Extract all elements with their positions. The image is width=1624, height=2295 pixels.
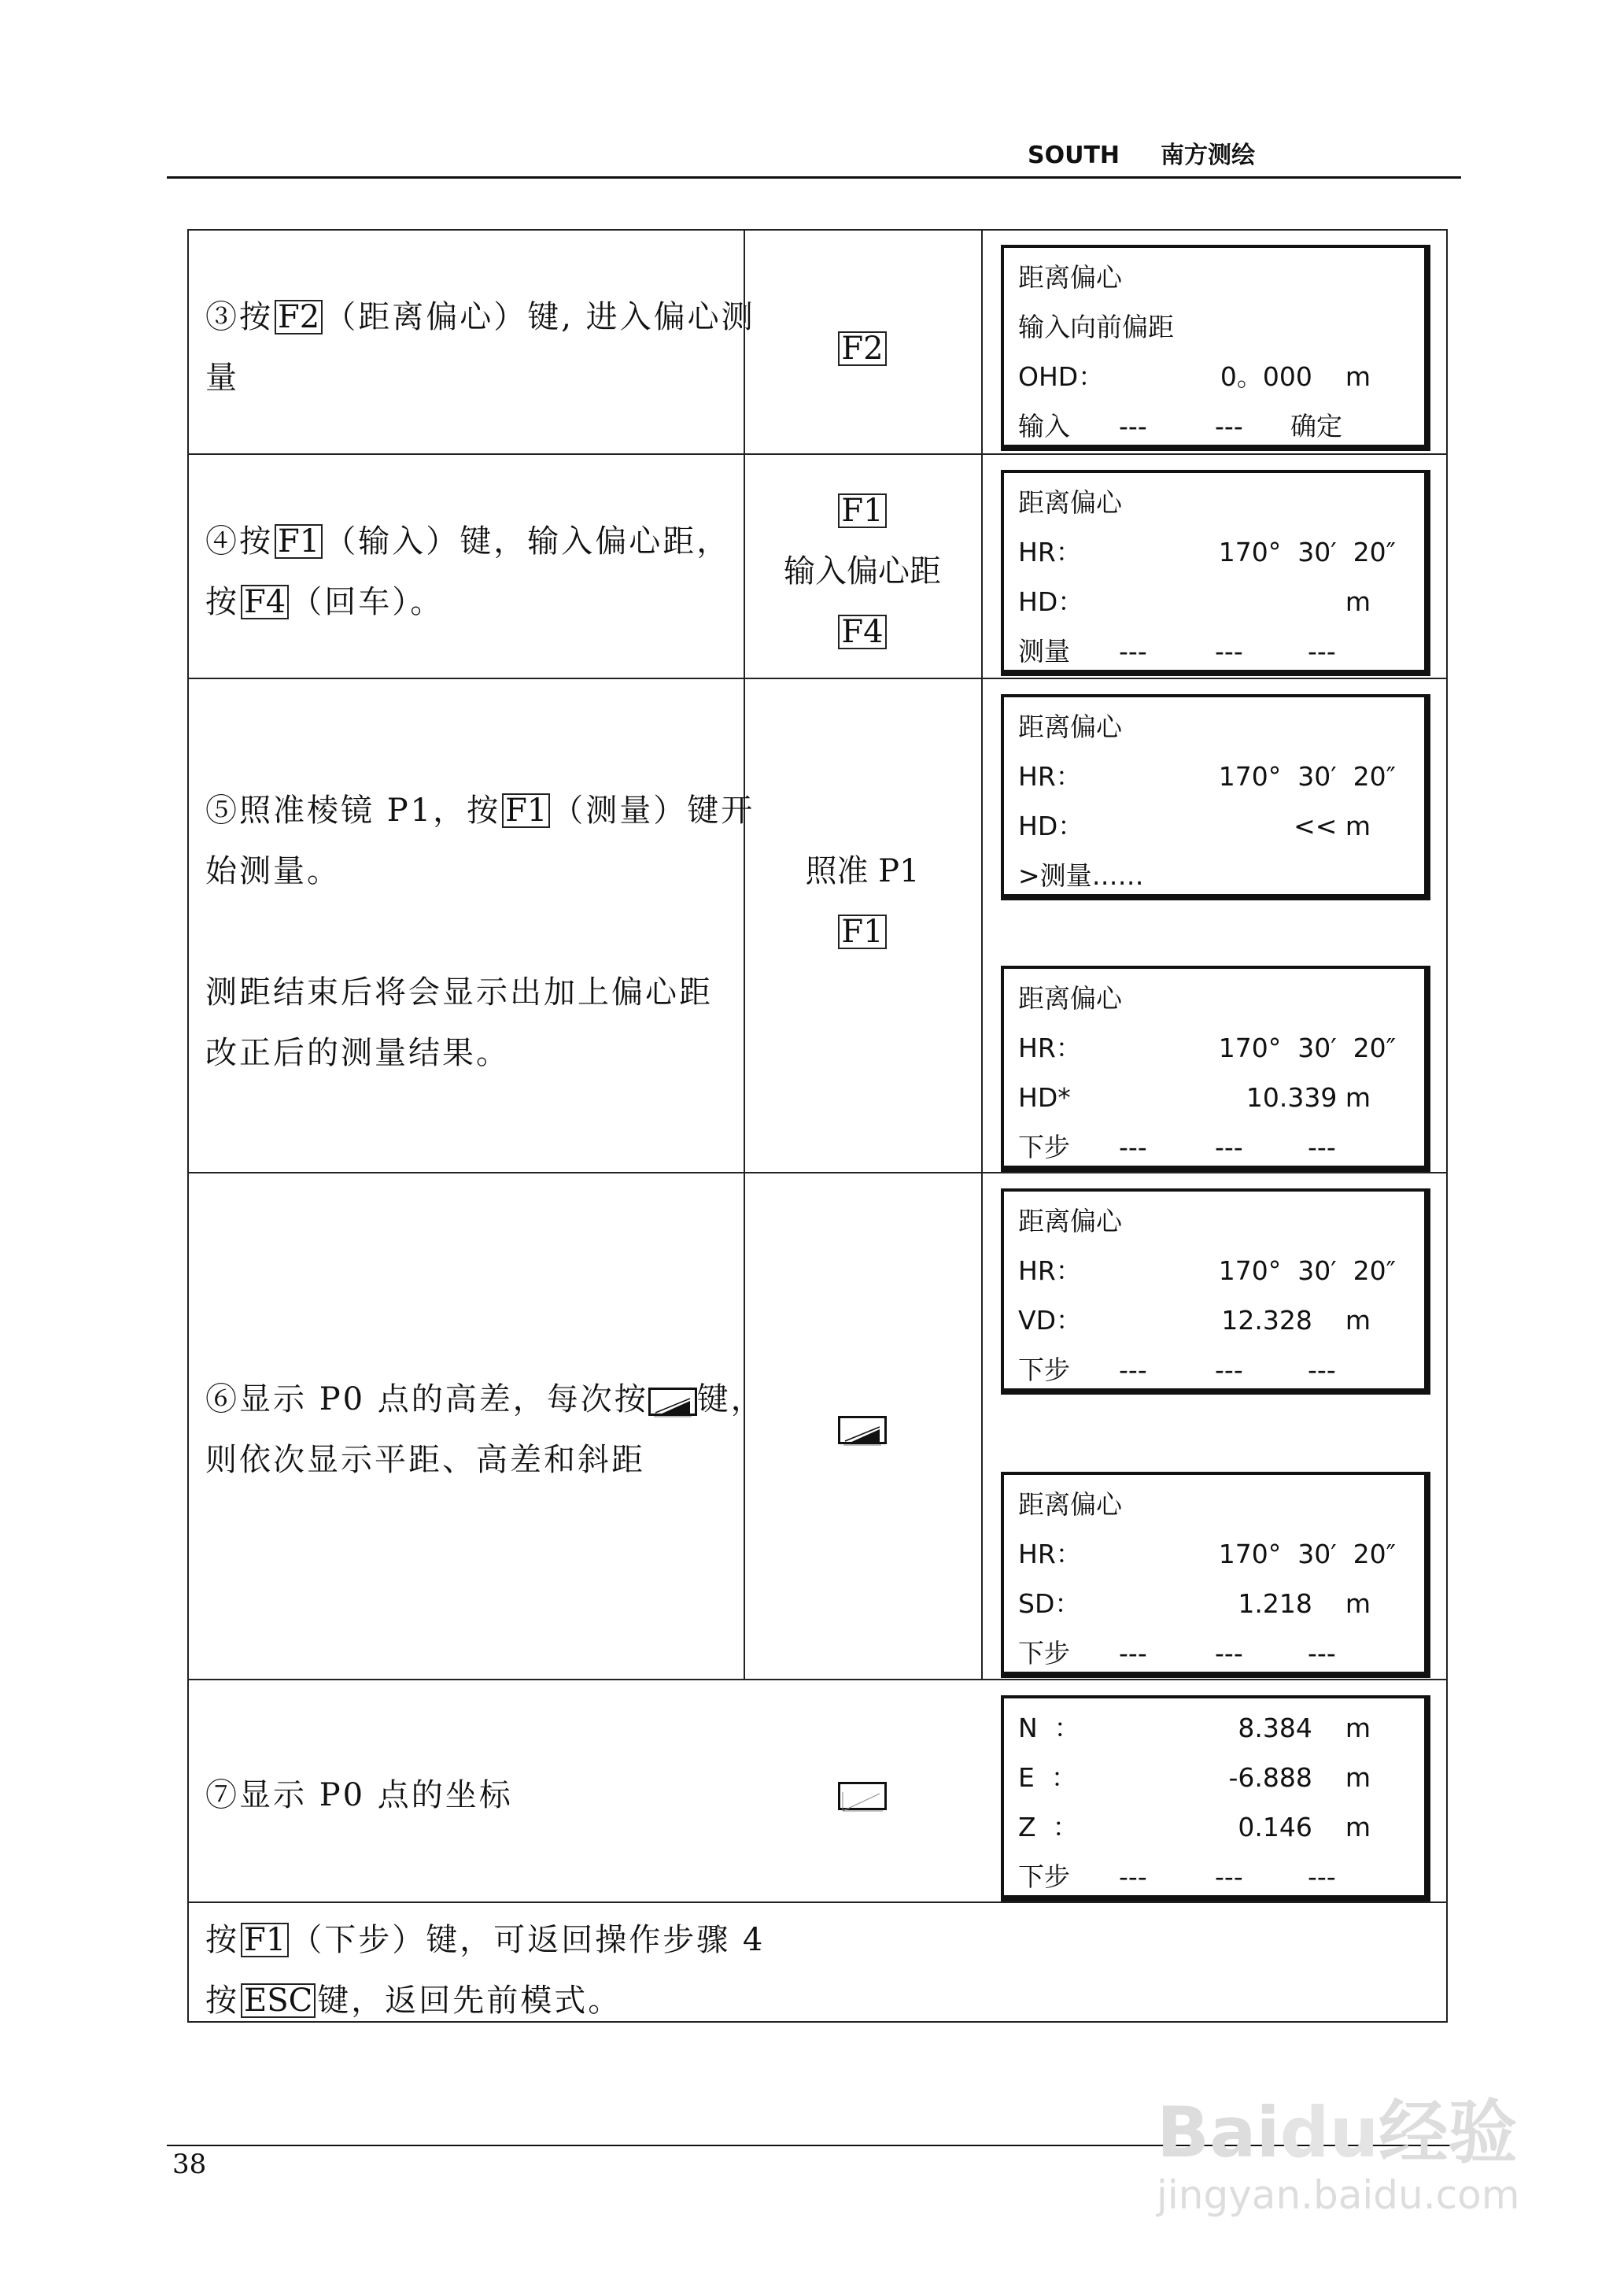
screen-value: m xyxy=(1345,586,1371,617)
instruction-text: 输入偏心距 xyxy=(784,553,941,589)
screen-line xyxy=(1018,358,1424,396)
instruction-text: 键， xyxy=(696,1381,765,1417)
column-divider xyxy=(744,229,745,1679)
softkey-f4[interactable]: 确定 xyxy=(1290,411,1342,442)
instruction-line xyxy=(205,583,444,621)
softkey-f1[interactable]: 下步 xyxy=(1018,1861,1070,1892)
instruction-text: （输入）键，输入偏心距， xyxy=(324,523,731,560)
instruction-line xyxy=(205,298,755,336)
instruction-text: 按 xyxy=(205,584,239,620)
softkey-f2[interactable]: --- xyxy=(1119,1354,1147,1385)
watermark-logo: Baidu经验 xyxy=(1157,2092,1518,2173)
instruction-text: （距离偏心）键, 进入偏心测 xyxy=(324,299,755,335)
softkey-f3[interactable]: --- xyxy=(1215,1132,1243,1162)
instruction-line xyxy=(205,359,239,397)
screen-line xyxy=(1018,484,1424,522)
screen-label: HD： xyxy=(1018,586,1084,617)
screen-line xyxy=(1018,808,1424,845)
instruction-line xyxy=(205,792,755,830)
instruction-text: 照准 P1 xyxy=(805,853,920,889)
instruction-line xyxy=(205,1380,765,1418)
softkey-f3[interactable]: --- xyxy=(1215,636,1243,667)
function-key-f1: F1 xyxy=(275,524,323,559)
function-key-f2: F2 xyxy=(838,331,886,366)
screen-label: HR： xyxy=(1018,1033,1082,1063)
watermark-url: jingyan.baidu.com xyxy=(1157,2172,1520,2218)
instruction-text: 按 xyxy=(205,1983,239,2019)
function-key-f4: F4 xyxy=(838,615,886,649)
screen-line xyxy=(1018,1203,1424,1240)
screen-value: 0.146 m xyxy=(1238,1812,1371,1842)
softkey-bar xyxy=(1018,1635,1424,1672)
coordinate-key-icon xyxy=(838,1782,887,1810)
instruction-line xyxy=(205,1034,510,1072)
screen-label: OHD： xyxy=(1018,361,1105,392)
function-key-f1: F1 xyxy=(838,915,886,949)
screen-label: HR： xyxy=(1018,537,1082,567)
key-column-item xyxy=(744,613,981,651)
screen-line xyxy=(1018,1759,1424,1797)
softkey-f1[interactable]: 测量 xyxy=(1018,636,1070,667)
screen-value: 170° 30′ 20″ xyxy=(1218,761,1396,792)
row-divider xyxy=(187,678,1448,679)
function-key-f1: F1 xyxy=(241,1923,289,1957)
screen-label: E ： xyxy=(1018,1762,1077,1793)
instruction-text: （回车）。 xyxy=(290,584,445,620)
row-divider xyxy=(187,1901,1448,1903)
screen-value: -6.888 m xyxy=(1228,1762,1371,1793)
instruction-text: ⑥显示 P0 点的高差，每次按 xyxy=(205,1381,648,1417)
screen-label: HR： xyxy=(1018,1255,1082,1286)
softkey-f4[interactable]: --- xyxy=(1308,1354,1336,1385)
instrument-screen xyxy=(1001,966,1430,1172)
screen-line xyxy=(1018,1029,1424,1067)
column-divider xyxy=(981,229,983,1679)
softkey-f4[interactable]: --- xyxy=(1308,636,1336,667)
instruction-line xyxy=(205,852,341,890)
screen-line xyxy=(1018,583,1424,621)
screen-line xyxy=(1018,1079,1424,1117)
screen-value: 170° 30′ 20″ xyxy=(1218,537,1396,567)
header-rule xyxy=(167,176,1461,179)
instruction-text: 测距结束后将会显示出加上偏心距 xyxy=(205,974,713,1011)
screen-label: 距离偏心 xyxy=(1018,487,1122,518)
softkey-bar xyxy=(1018,408,1424,445)
screen-value: 170° 30′ 20″ xyxy=(1218,1539,1396,1569)
screen-line xyxy=(1018,1585,1424,1623)
screen-label: 距离偏心 xyxy=(1018,711,1122,742)
key-column-item xyxy=(744,852,981,890)
instruction-line xyxy=(205,1982,622,2020)
instruction-text: （下步）键，可返回操作步骤 4 xyxy=(290,1922,766,1958)
function-key-f1: F1 xyxy=(838,493,886,528)
softkey-f2[interactable]: --- xyxy=(1119,411,1147,442)
instruction-text: 按 xyxy=(205,1922,239,1958)
screen-label: 距离偏心 xyxy=(1018,983,1122,1014)
instruction-text: 量 xyxy=(205,360,239,396)
instruction-text: ④按 xyxy=(205,523,273,560)
instrument-screen xyxy=(1001,694,1430,900)
softkey-f2[interactable]: --- xyxy=(1119,636,1147,667)
screen-line xyxy=(1018,1302,1424,1340)
softkey-f4[interactable]: --- xyxy=(1308,1638,1336,1669)
instrument-screen xyxy=(1001,1695,1430,1901)
instruction-line xyxy=(205,523,730,560)
instruction-text: 键，返回先前模式。 xyxy=(317,1983,622,2019)
screen-label: Z ： xyxy=(1018,1812,1079,1842)
instruction-text: 改正后的测量结果。 xyxy=(205,1035,510,1071)
softkey-bar xyxy=(1018,1858,1424,1896)
key-column-item xyxy=(744,913,981,951)
key-column-item xyxy=(744,1409,981,1447)
row-divider xyxy=(187,1679,1448,1680)
brand-name: SOUTH xyxy=(1028,142,1120,169)
screen-label: VD： xyxy=(1018,1305,1082,1336)
screen-line xyxy=(1018,1252,1424,1290)
instruction-line xyxy=(205,1776,513,1814)
screen-label: 输入向前偏距 xyxy=(1018,312,1174,342)
brand-name-cn: 南方测绘 xyxy=(1161,142,1256,169)
softkey-f3[interactable]: --- xyxy=(1215,1861,1243,1892)
screen-line xyxy=(1018,708,1424,746)
softkey-f4[interactable]: --- xyxy=(1308,1132,1336,1162)
instrument-screen xyxy=(1001,1188,1430,1395)
key-column-item xyxy=(744,330,981,368)
screen-line xyxy=(1018,758,1424,796)
screen-label: 距离偏心 xyxy=(1018,1489,1122,1520)
softkey-f1[interactable]: 下步 xyxy=(1018,1354,1070,1385)
slope-distance-key-icon xyxy=(838,1416,887,1444)
key-column-item xyxy=(744,1775,981,1813)
screen-label: HD： xyxy=(1018,811,1084,841)
softkey-f1[interactable]: 下步 xyxy=(1018,1638,1070,1669)
row-divider xyxy=(187,1172,1448,1173)
instruction-text: ③按 xyxy=(205,299,273,335)
function-key-esc: ESC xyxy=(241,1983,316,2018)
screen-label: SD： xyxy=(1018,1588,1081,1619)
row-divider xyxy=(187,453,1448,455)
softkey-bar xyxy=(1018,1129,1424,1166)
screen-value: 10.339 m xyxy=(1246,1082,1371,1113)
screen-value: 12.328 m xyxy=(1221,1305,1371,1336)
screen-value: << m xyxy=(1294,811,1371,841)
instruction-text: ⑦显示 P0 点的坐标 xyxy=(205,1777,513,1813)
key-column-item xyxy=(744,492,981,530)
screen-line xyxy=(1018,309,1424,346)
screen-label: HR： xyxy=(1018,1539,1082,1569)
softkey-f1[interactable]: 输入 xyxy=(1018,411,1070,442)
softkey-f4[interactable]: --- xyxy=(1308,1861,1336,1892)
softkey-f3[interactable]: --- xyxy=(1215,411,1243,442)
instrument-screen xyxy=(1001,245,1430,451)
screen-label: HD* xyxy=(1018,1082,1071,1113)
instrument-screen xyxy=(1001,1472,1430,1678)
instruction-text: 始测量。 xyxy=(205,853,341,889)
instruction-text: （测量）键开 xyxy=(552,793,755,829)
screen-value: 8.384 m xyxy=(1238,1713,1371,1743)
instruction-line xyxy=(205,1921,765,1959)
function-key-f2: F2 xyxy=(275,300,323,334)
slope-distance-key-icon xyxy=(648,1388,697,1416)
softkey-f1[interactable]: 下步 xyxy=(1018,1132,1070,1162)
screen-value: 1.218 m xyxy=(1238,1588,1371,1619)
softkey-f3[interactable]: --- xyxy=(1215,1638,1243,1669)
instruction-line xyxy=(205,1441,645,1479)
screen-line xyxy=(1018,857,1424,895)
softkey-f2[interactable]: --- xyxy=(1119,1861,1147,1892)
page-number: 38 xyxy=(172,2149,207,2180)
screen-label: N ： xyxy=(1018,1713,1080,1743)
screen-line xyxy=(1018,1709,1424,1747)
softkey-bar xyxy=(1018,633,1424,671)
screen-value: 0。000 m xyxy=(1220,361,1371,392)
softkey-f3[interactable]: --- xyxy=(1215,1354,1243,1385)
screen-line xyxy=(1018,259,1424,297)
screen-label: 距离偏心 xyxy=(1018,262,1122,293)
softkey-bar xyxy=(1018,1351,1424,1389)
screen-value: 170° 30′ 20″ xyxy=(1218,1255,1396,1286)
instruction-line xyxy=(205,974,713,1011)
instruction-text: 则依次显示平距、高差和斜距 xyxy=(205,1442,645,1478)
softkey-f2[interactable]: --- xyxy=(1119,1132,1147,1162)
function-key-f4: F4 xyxy=(241,585,289,619)
screen-line xyxy=(1018,980,1424,1018)
instruction-text: ⑤照准棱镜 P1，按 xyxy=(205,793,501,829)
instrument-screen xyxy=(1001,470,1430,676)
screen-label: >测量…… xyxy=(1018,860,1144,891)
page-header xyxy=(1028,135,1255,170)
screen-line xyxy=(1018,534,1424,571)
screen-line xyxy=(1018,1536,1424,1573)
screen-label: HR： xyxy=(1018,761,1082,792)
screen-line xyxy=(1018,1486,1424,1524)
screen-value: 170° 30′ 20″ xyxy=(1218,1033,1396,1063)
screen-line xyxy=(1018,1809,1424,1846)
key-column-item xyxy=(744,552,981,590)
softkey-f2[interactable]: --- xyxy=(1119,1638,1147,1669)
function-key-f1: F1 xyxy=(502,793,550,828)
screen-label: 距离偏心 xyxy=(1018,1206,1122,1236)
